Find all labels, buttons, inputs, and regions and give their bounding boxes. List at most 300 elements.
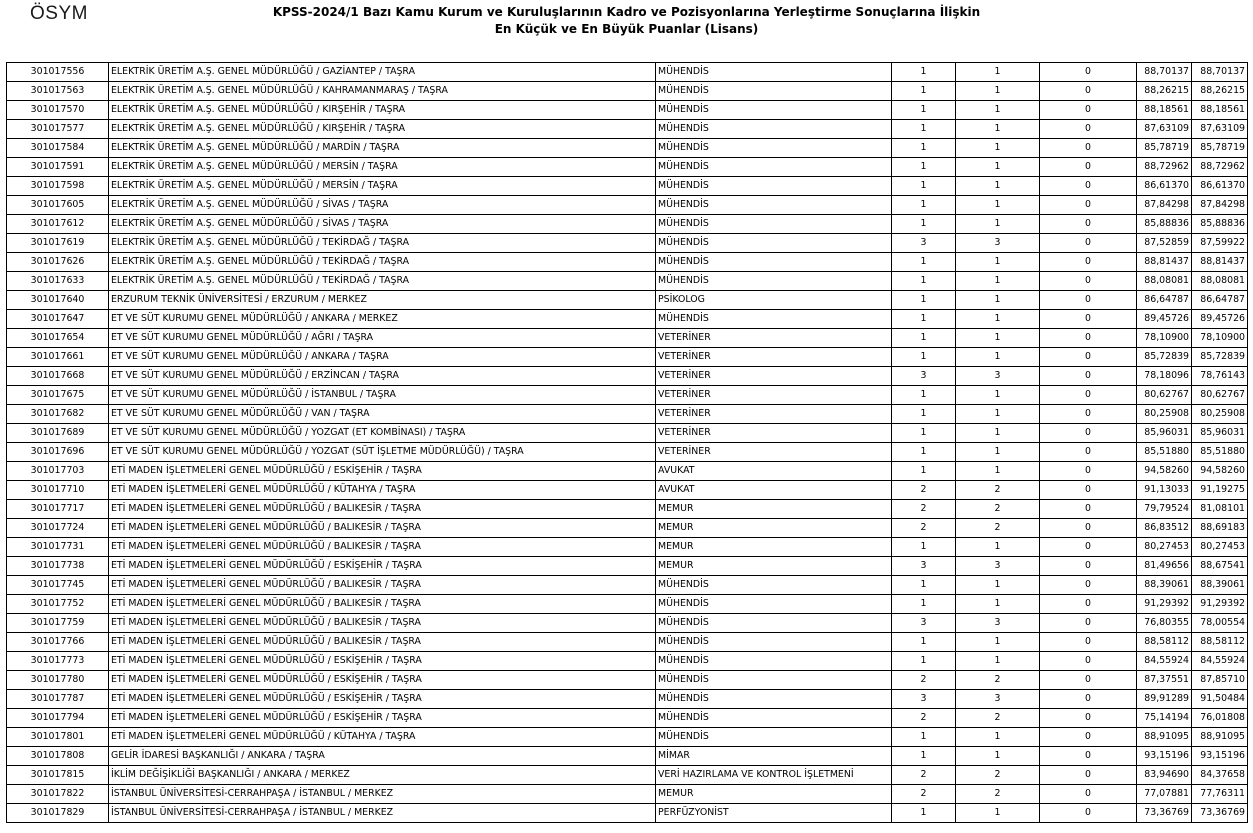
table-row bbox=[7, 671, 1248, 690]
table-row bbox=[7, 633, 1248, 652]
document-title: KPSS-2024/1 Bazı Kamu Kurum ve Kuruluşlarının Kadro ve Pozisyonlarına Yerleştirme Sonuçlarına İlişkin bbox=[272, 5, 981, 19]
quota-cell: 1 bbox=[892, 386, 956, 405]
placed-cell: 1 bbox=[956, 443, 1040, 462]
quota-cell: 2 bbox=[892, 709, 956, 728]
placed-cell: 1 bbox=[956, 139, 1040, 158]
program-code-cell: 301017731 bbox=[7, 538, 109, 557]
position-cell: MEMUR bbox=[656, 785, 892, 804]
max-score-cell: 88,91095 bbox=[1192, 728, 1248, 747]
program-code-cell: 301017619 bbox=[7, 234, 109, 253]
min-score-cell: 78,18096 bbox=[1137, 367, 1192, 386]
vacant-cell: 0 bbox=[1040, 405, 1137, 424]
institution-cell: İSTANBUL ÜNİVERSİTESİ-CERRAHPAŞA / İSTANBUL / MERKEZ bbox=[109, 785, 656, 804]
vacant-cell: 0 bbox=[1040, 557, 1137, 576]
program-code-cell: 301017605 bbox=[7, 196, 109, 215]
table-row bbox=[7, 576, 1248, 595]
program-code-cell: 301017584 bbox=[7, 139, 109, 158]
institution-cell: ET VE SÜT KURUMU GENEL MÜDÜRLÜĞÜ / ERZİNCAN / TAŞRA bbox=[109, 367, 656, 386]
max-score-cell: 91,19275 bbox=[1192, 481, 1248, 500]
vacant-cell: 0 bbox=[1040, 82, 1137, 101]
quota-cell: 2 bbox=[892, 519, 956, 538]
vacant-cell: 0 bbox=[1040, 443, 1137, 462]
placed-cell: 1 bbox=[956, 424, 1040, 443]
min-score-cell: 89,91289 bbox=[1137, 690, 1192, 709]
position-cell: VETERİNER bbox=[656, 348, 892, 367]
min-score-cell: 87,37551 bbox=[1137, 671, 1192, 690]
position-cell: MÜHENDİS bbox=[656, 272, 892, 291]
max-score-cell: 87,85710 bbox=[1192, 671, 1248, 690]
min-score-cell: 80,62767 bbox=[1137, 386, 1192, 405]
placed-cell: 1 bbox=[956, 804, 1040, 823]
program-code-cell: 301017640 bbox=[7, 291, 109, 310]
position-cell: MÜHENDİS bbox=[656, 576, 892, 595]
table-row bbox=[7, 367, 1248, 386]
position-cell: MÜHENDİS bbox=[656, 196, 892, 215]
position-cell: MÜHENDİS bbox=[656, 728, 892, 747]
table-row bbox=[7, 386, 1248, 405]
position-cell: MÜHENDİS bbox=[656, 139, 892, 158]
max-score-cell: 88,39061 bbox=[1192, 576, 1248, 595]
institution-cell: İKLİM DEĞİŞİKLİĞİ BAŞKANLIĞI / ANKARA / MERKEZ bbox=[109, 766, 656, 785]
max-score-cell: 88,67541 bbox=[1192, 557, 1248, 576]
min-score-cell: 85,51880 bbox=[1137, 443, 1192, 462]
min-score-cell: 85,72839 bbox=[1137, 348, 1192, 367]
max-score-cell: 87,59922 bbox=[1192, 234, 1248, 253]
placed-cell: 2 bbox=[956, 785, 1040, 804]
program-code-cell: 301017598 bbox=[7, 177, 109, 196]
quota-cell: 1 bbox=[892, 405, 956, 424]
table-row bbox=[7, 728, 1248, 747]
program-code-cell: 301017745 bbox=[7, 576, 109, 595]
min-score-cell: 94,58260 bbox=[1137, 462, 1192, 481]
placed-cell: 3 bbox=[956, 557, 1040, 576]
program-code-cell: 301017647 bbox=[7, 310, 109, 329]
vacant-cell: 0 bbox=[1040, 196, 1137, 215]
min-score-cell: 88,39061 bbox=[1137, 576, 1192, 595]
max-score-cell: 77,76311 bbox=[1192, 785, 1248, 804]
program-code-cell: 301017675 bbox=[7, 386, 109, 405]
table-row bbox=[7, 139, 1248, 158]
placed-cell: 3 bbox=[956, 614, 1040, 633]
placed-cell: 1 bbox=[956, 63, 1040, 82]
quota-cell: 1 bbox=[892, 424, 956, 443]
table-row bbox=[7, 272, 1248, 291]
position-cell: MÜHENDİS bbox=[656, 671, 892, 690]
table-row bbox=[7, 804, 1248, 823]
table-row bbox=[7, 405, 1248, 424]
table-row bbox=[7, 120, 1248, 139]
institution-cell: ETİ MADEN İŞLETMELERİ GENEL MÜDÜRLÜĞÜ / ESKİŞEHİR / TAŞRA bbox=[109, 671, 656, 690]
institution-cell: ETİ MADEN İŞLETMELERİ GENEL MÜDÜRLÜĞÜ / BALIKESİR / TAŞRA bbox=[109, 500, 656, 519]
min-score-cell: 76,80355 bbox=[1137, 614, 1192, 633]
placed-cell: 1 bbox=[956, 177, 1040, 196]
placed-cell: 3 bbox=[956, 234, 1040, 253]
institution-cell: ET VE SÜT KURUMU GENEL MÜDÜRLÜĞÜ / AĞRI / TAŞRA bbox=[109, 329, 656, 348]
max-score-cell: 87,63109 bbox=[1192, 120, 1248, 139]
max-score-cell: 88,81437 bbox=[1192, 253, 1248, 272]
placed-cell: 3 bbox=[956, 690, 1040, 709]
program-code-cell: 301017626 bbox=[7, 253, 109, 272]
institution-cell: ELEKTRİK ÜRETİM A.Ş. GENEL MÜDÜRLÜĞÜ / KIRŞEHİR / TAŞRA bbox=[109, 120, 656, 139]
position-cell: MÜHENDİS bbox=[656, 614, 892, 633]
program-code-cell: 301017689 bbox=[7, 424, 109, 443]
placed-cell: 1 bbox=[956, 386, 1040, 405]
placed-cell: 1 bbox=[956, 291, 1040, 310]
quota-cell: 1 bbox=[892, 63, 956, 82]
placed-cell: 1 bbox=[956, 405, 1040, 424]
min-score-cell: 85,96031 bbox=[1137, 424, 1192, 443]
table-row bbox=[7, 101, 1248, 120]
placed-cell: 1 bbox=[956, 652, 1040, 671]
table-row bbox=[7, 196, 1248, 215]
max-score-cell: 80,62767 bbox=[1192, 386, 1248, 405]
vacant-cell: 0 bbox=[1040, 215, 1137, 234]
quota-cell: 1 bbox=[892, 728, 956, 747]
institution-cell: ET VE SÜT KURUMU GENEL MÜDÜRLÜĞÜ / YOZGAT (SÜT İŞLETME MÜDÜRLÜĞÜ) / TAŞRA bbox=[109, 443, 656, 462]
institution-cell: ELEKTRİK ÜRETİM A.Ş. GENEL MÜDÜRLÜĞÜ / MERSİN / TAŞRA bbox=[109, 158, 656, 177]
institution-cell: İSTANBUL ÜNİVERSİTESİ-CERRAHPAŞA / İSTANBUL / MERKEZ bbox=[109, 804, 656, 823]
quota-cell: 1 bbox=[892, 443, 956, 462]
max-score-cell: 80,27453 bbox=[1192, 538, 1248, 557]
table-row bbox=[7, 329, 1248, 348]
quota-cell: 1 bbox=[892, 576, 956, 595]
placed-cell: 1 bbox=[956, 215, 1040, 234]
program-code-cell: 301017591 bbox=[7, 158, 109, 177]
vacant-cell: 0 bbox=[1040, 120, 1137, 139]
min-score-cell: 83,94690 bbox=[1137, 766, 1192, 785]
program-code-cell: 301017773 bbox=[7, 652, 109, 671]
quota-cell: 3 bbox=[892, 614, 956, 633]
placed-cell: 1 bbox=[956, 462, 1040, 481]
program-code-cell: 301017738 bbox=[7, 557, 109, 576]
vacant-cell: 0 bbox=[1040, 538, 1137, 557]
table-row bbox=[7, 538, 1248, 557]
vacant-cell: 0 bbox=[1040, 595, 1137, 614]
quota-cell: 1 bbox=[892, 633, 956, 652]
position-cell: MÜHENDİS bbox=[656, 709, 892, 728]
max-score-cell: 80,25908 bbox=[1192, 405, 1248, 424]
vacant-cell: 0 bbox=[1040, 519, 1137, 538]
placed-cell: 2 bbox=[956, 766, 1040, 785]
max-score-cell: 78,76143 bbox=[1192, 367, 1248, 386]
vacant-cell: 0 bbox=[1040, 101, 1137, 120]
vacant-cell: 0 bbox=[1040, 348, 1137, 367]
quota-cell: 1 bbox=[892, 177, 956, 196]
quota-cell: 3 bbox=[892, 367, 956, 386]
program-code-cell: 301017668 bbox=[7, 367, 109, 386]
quota-cell: 1 bbox=[892, 538, 956, 557]
table-row bbox=[7, 82, 1248, 101]
placed-cell: 2 bbox=[956, 519, 1040, 538]
table-row bbox=[7, 747, 1248, 766]
vacant-cell: 0 bbox=[1040, 690, 1137, 709]
min-score-cell: 78,10900 bbox=[1137, 329, 1192, 348]
placed-cell: 1 bbox=[956, 538, 1040, 557]
placed-cell: 2 bbox=[956, 709, 1040, 728]
min-score-cell: 88,26215 bbox=[1137, 82, 1192, 101]
institution-cell: ELEKTRİK ÜRETİM A.Ş. GENEL MÜDÜRLÜĞÜ / TEKİRDAĞ / TAŞRA bbox=[109, 253, 656, 272]
min-score-cell: 87,52859 bbox=[1137, 234, 1192, 253]
results-table-body bbox=[7, 63, 1248, 823]
table-row bbox=[7, 519, 1248, 538]
vacant-cell: 0 bbox=[1040, 272, 1137, 291]
position-cell: VETERİNER bbox=[656, 424, 892, 443]
quota-cell: 1 bbox=[892, 253, 956, 272]
table-row bbox=[7, 158, 1248, 177]
max-score-cell: 88,08081 bbox=[1192, 272, 1248, 291]
position-cell: MÜHENDİS bbox=[656, 595, 892, 614]
position-cell: AVUKAT bbox=[656, 462, 892, 481]
placed-cell: 1 bbox=[956, 633, 1040, 652]
position-cell: MEMUR bbox=[656, 538, 892, 557]
vacant-cell: 0 bbox=[1040, 310, 1137, 329]
institution-cell: ETİ MADEN İŞLETMELERİ GENEL MÜDÜRLÜĞÜ / ESKİŞEHİR / TAŞRA bbox=[109, 462, 656, 481]
placed-cell: 1 bbox=[956, 310, 1040, 329]
table-row bbox=[7, 348, 1248, 367]
placed-cell: 1 bbox=[956, 576, 1040, 595]
quota-cell: 1 bbox=[892, 101, 956, 120]
placed-cell: 1 bbox=[956, 196, 1040, 215]
max-score-cell: 91,29392 bbox=[1192, 595, 1248, 614]
placed-cell: 2 bbox=[956, 500, 1040, 519]
table-row bbox=[7, 291, 1248, 310]
vacant-cell: 0 bbox=[1040, 671, 1137, 690]
min-score-cell: 88,58112 bbox=[1137, 633, 1192, 652]
position-cell: VETERİNER bbox=[656, 386, 892, 405]
institution-cell: ET VE SÜT KURUMU GENEL MÜDÜRLÜĞÜ / İSTANBUL / TAŞRA bbox=[109, 386, 656, 405]
max-score-cell: 88,26215 bbox=[1192, 82, 1248, 101]
table-row bbox=[7, 215, 1248, 234]
program-code-cell: 301017766 bbox=[7, 633, 109, 652]
placed-cell: 3 bbox=[956, 367, 1040, 386]
quota-cell: 1 bbox=[892, 348, 956, 367]
max-score-cell: 81,08101 bbox=[1192, 500, 1248, 519]
min-score-cell: 88,91095 bbox=[1137, 728, 1192, 747]
institution-cell: ETİ MADEN İŞLETMELERİ GENEL MÜDÜRLÜĞÜ / BALIKESİR / TAŞRA bbox=[109, 595, 656, 614]
page-header bbox=[0, 0, 1253, 60]
quota-cell: 2 bbox=[892, 500, 956, 519]
position-cell: VERİ HAZIRLAMA VE KONTROL İŞLETMENİ bbox=[656, 766, 892, 785]
min-score-cell: 91,13033 bbox=[1137, 481, 1192, 500]
position-cell: MÜHENDİS bbox=[656, 633, 892, 652]
max-score-cell: 85,78719 bbox=[1192, 139, 1248, 158]
quota-cell: 1 bbox=[892, 804, 956, 823]
vacant-cell: 0 bbox=[1040, 500, 1137, 519]
vacant-cell: 0 bbox=[1040, 253, 1137, 272]
quota-cell: 2 bbox=[892, 785, 956, 804]
vacant-cell: 0 bbox=[1040, 576, 1137, 595]
table-row bbox=[7, 709, 1248, 728]
vacant-cell: 0 bbox=[1040, 291, 1137, 310]
min-score-cell: 75,14194 bbox=[1137, 709, 1192, 728]
min-score-cell: 87,84298 bbox=[1137, 196, 1192, 215]
program-code-cell: 301017710 bbox=[7, 481, 109, 500]
program-code-cell: 301017822 bbox=[7, 785, 109, 804]
placed-cell: 1 bbox=[956, 329, 1040, 348]
max-score-cell: 88,58112 bbox=[1192, 633, 1248, 652]
vacant-cell: 0 bbox=[1040, 633, 1137, 652]
position-cell: MÜHENDİS bbox=[656, 234, 892, 253]
table-row bbox=[7, 690, 1248, 709]
program-code-cell: 301017577 bbox=[7, 120, 109, 139]
quota-cell: 1 bbox=[892, 310, 956, 329]
max-score-cell: 78,00554 bbox=[1192, 614, 1248, 633]
min-score-cell: 85,88836 bbox=[1137, 215, 1192, 234]
logo-text: ÖSYM bbox=[30, 3, 88, 24]
min-score-cell: 91,29392 bbox=[1137, 595, 1192, 614]
position-cell: PSİKOLOG bbox=[656, 291, 892, 310]
position-cell: MEMUR bbox=[656, 557, 892, 576]
quota-cell: 3 bbox=[892, 690, 956, 709]
program-code-cell: 301017815 bbox=[7, 766, 109, 785]
institution-cell: ET VE SÜT KURUMU GENEL MÜDÜRLÜĞÜ / ANKARA / MERKEZ bbox=[109, 310, 656, 329]
program-code-cell: 301017787 bbox=[7, 690, 109, 709]
institution-cell: ETİ MADEN İŞLETMELERİ GENEL MÜDÜRLÜĞÜ / ESKİŞEHİR / TAŞRA bbox=[109, 652, 656, 671]
table-row bbox=[7, 766, 1248, 785]
vacant-cell: 0 bbox=[1040, 424, 1137, 443]
quota-cell: 1 bbox=[892, 158, 956, 177]
placed-cell: 1 bbox=[956, 595, 1040, 614]
max-score-cell: 85,51880 bbox=[1192, 443, 1248, 462]
vacant-cell: 0 bbox=[1040, 177, 1137, 196]
vacant-cell: 0 bbox=[1040, 804, 1137, 823]
placed-cell: 1 bbox=[956, 101, 1040, 120]
vacant-cell: 0 bbox=[1040, 652, 1137, 671]
vacant-cell: 0 bbox=[1040, 785, 1137, 804]
placed-cell: 1 bbox=[956, 82, 1040, 101]
table-row bbox=[7, 310, 1248, 329]
table-row bbox=[7, 234, 1248, 253]
program-code-cell: 301017794 bbox=[7, 709, 109, 728]
table-row bbox=[7, 614, 1248, 633]
max-score-cell: 93,15196 bbox=[1192, 747, 1248, 766]
table-row bbox=[7, 63, 1248, 82]
vacant-cell: 0 bbox=[1040, 747, 1137, 766]
program-code-cell: 301017661 bbox=[7, 348, 109, 367]
institution-cell: ET VE SÜT KURUMU GENEL MÜDÜRLÜĞÜ / ANKARA / TAŞRA bbox=[109, 348, 656, 367]
min-score-cell: 88,72962 bbox=[1137, 158, 1192, 177]
program-code-cell: 301017654 bbox=[7, 329, 109, 348]
program-code-cell: 301017717 bbox=[7, 500, 109, 519]
vacant-cell: 0 bbox=[1040, 63, 1137, 82]
vacant-cell: 0 bbox=[1040, 462, 1137, 481]
max-score-cell: 86,64787 bbox=[1192, 291, 1248, 310]
institution-cell: ELEKTRİK ÜRETİM A.Ş. GENEL MÜDÜRLÜĞÜ / GAZİANTEP / TAŞRA bbox=[109, 63, 656, 82]
document-subtitle: En Küçük ve En Büyük Puanlar (Lisans) bbox=[494, 22, 759, 36]
min-score-cell: 88,81437 bbox=[1137, 253, 1192, 272]
max-score-cell: 88,70137 bbox=[1192, 63, 1248, 82]
vacant-cell: 0 bbox=[1040, 139, 1137, 158]
quota-cell: 1 bbox=[892, 462, 956, 481]
position-cell: VETERİNER bbox=[656, 367, 892, 386]
quota-cell: 2 bbox=[892, 481, 956, 500]
placed-cell: 1 bbox=[956, 120, 1040, 139]
quota-cell: 2 bbox=[892, 671, 956, 690]
position-cell: VETERİNER bbox=[656, 443, 892, 462]
min-score-cell: 88,08081 bbox=[1137, 272, 1192, 291]
min-score-cell: 81,49656 bbox=[1137, 557, 1192, 576]
position-cell: VETERİNER bbox=[656, 405, 892, 424]
program-code-cell: 301017801 bbox=[7, 728, 109, 747]
program-code-cell: 301017563 bbox=[7, 82, 109, 101]
max-score-cell: 73,36769 bbox=[1192, 804, 1248, 823]
institution-cell: ETİ MADEN İŞLETMELERİ GENEL MÜDÜRLÜĞÜ / ESKİŞEHİR / TAŞRA bbox=[109, 690, 656, 709]
position-cell: MÜHENDİS bbox=[656, 310, 892, 329]
quota-cell: 1 bbox=[892, 120, 956, 139]
max-score-cell: 87,84298 bbox=[1192, 196, 1248, 215]
quota-cell: 1 bbox=[892, 139, 956, 158]
position-cell: MÜHENDİS bbox=[656, 253, 892, 272]
max-score-cell: 85,88836 bbox=[1192, 215, 1248, 234]
position-cell: MEMUR bbox=[656, 519, 892, 538]
min-score-cell: 93,15196 bbox=[1137, 747, 1192, 766]
institution-cell: ETİ MADEN İŞLETMELERİ GENEL MÜDÜRLÜĞÜ / BALIKESİR / TAŞRA bbox=[109, 633, 656, 652]
min-score-cell: 86,83512 bbox=[1137, 519, 1192, 538]
min-score-cell: 80,27453 bbox=[1137, 538, 1192, 557]
table-row bbox=[7, 785, 1248, 804]
placed-cell: 1 bbox=[956, 158, 1040, 177]
program-code-cell: 301017696 bbox=[7, 443, 109, 462]
position-cell: AVUKAT bbox=[656, 481, 892, 500]
min-score-cell: 86,61370 bbox=[1137, 177, 1192, 196]
institution-cell: ELEKTRİK ÜRETİM A.Ş. GENEL MÜDÜRLÜĞÜ / KAHRAMANMARAŞ / TAŞRA bbox=[109, 82, 656, 101]
placed-cell: 1 bbox=[956, 747, 1040, 766]
table-row bbox=[7, 424, 1248, 443]
position-cell: MÜHENDİS bbox=[656, 63, 892, 82]
min-score-cell: 73,36769 bbox=[1137, 804, 1192, 823]
max-score-cell: 88,18561 bbox=[1192, 101, 1248, 120]
position-cell: VETERİNER bbox=[656, 329, 892, 348]
quota-cell: 1 bbox=[892, 652, 956, 671]
quota-cell: 1 bbox=[892, 595, 956, 614]
vacant-cell: 0 bbox=[1040, 481, 1137, 500]
min-score-cell: 89,45726 bbox=[1137, 310, 1192, 329]
max-score-cell: 85,96031 bbox=[1192, 424, 1248, 443]
program-code-cell: 301017829 bbox=[7, 804, 109, 823]
position-cell: MÜHENDİS bbox=[656, 690, 892, 709]
institution-cell: ELEKTRİK ÜRETİM A.Ş. GENEL MÜDÜRLÜĞÜ / TEKİRDAĞ / TAŞRA bbox=[109, 234, 656, 253]
placed-cell: 1 bbox=[956, 272, 1040, 291]
program-code-cell: 301017612 bbox=[7, 215, 109, 234]
quota-cell: 3 bbox=[892, 557, 956, 576]
program-code-cell: 301017759 bbox=[7, 614, 109, 633]
table-row bbox=[7, 500, 1248, 519]
institution-cell: ELEKTRİK ÜRETİM A.Ş. GENEL MÜDÜRLÜĞÜ / SİVAS / TAŞRA bbox=[109, 215, 656, 234]
placed-cell: 1 bbox=[956, 728, 1040, 747]
table-row bbox=[7, 652, 1248, 671]
institution-cell: ETİ MADEN İŞLETMELERİ GENEL MÜDÜRLÜĞÜ / KÜTAHYA / TAŞRA bbox=[109, 481, 656, 500]
placed-cell: 2 bbox=[956, 481, 1040, 500]
institution-cell: ETİ MADEN İŞLETMELERİ GENEL MÜDÜRLÜĞÜ / BALIKESİR / TAŞRA bbox=[109, 576, 656, 595]
quota-cell: 1 bbox=[892, 329, 956, 348]
program-code-cell: 301017808 bbox=[7, 747, 109, 766]
vacant-cell: 0 bbox=[1040, 234, 1137, 253]
vacant-cell: 0 bbox=[1040, 367, 1137, 386]
quota-cell: 1 bbox=[892, 215, 956, 234]
institution-cell: ELEKTRİK ÜRETİM A.Ş. GENEL MÜDÜRLÜĞÜ / MARDİN / TAŞRA bbox=[109, 139, 656, 158]
max-score-cell: 84,37658 bbox=[1192, 766, 1248, 785]
min-score-cell: 88,18561 bbox=[1137, 101, 1192, 120]
table-row bbox=[7, 443, 1248, 462]
institution-cell: ET VE SÜT KURUMU GENEL MÜDÜRLÜĞÜ / YOZGAT (ET KOMBİNASI) / TAŞRA bbox=[109, 424, 656, 443]
max-score-cell: 88,72962 bbox=[1192, 158, 1248, 177]
vacant-cell: 0 bbox=[1040, 709, 1137, 728]
institution-cell: ELEKTRİK ÜRETİM A.Ş. GENEL MÜDÜRLÜĞÜ / KIRŞEHİR / TAŞRA bbox=[109, 101, 656, 120]
quota-cell: 1 bbox=[892, 196, 956, 215]
program-code-cell: 301017724 bbox=[7, 519, 109, 538]
vacant-cell: 0 bbox=[1040, 386, 1137, 405]
position-cell: MÜHENDİS bbox=[656, 101, 892, 120]
